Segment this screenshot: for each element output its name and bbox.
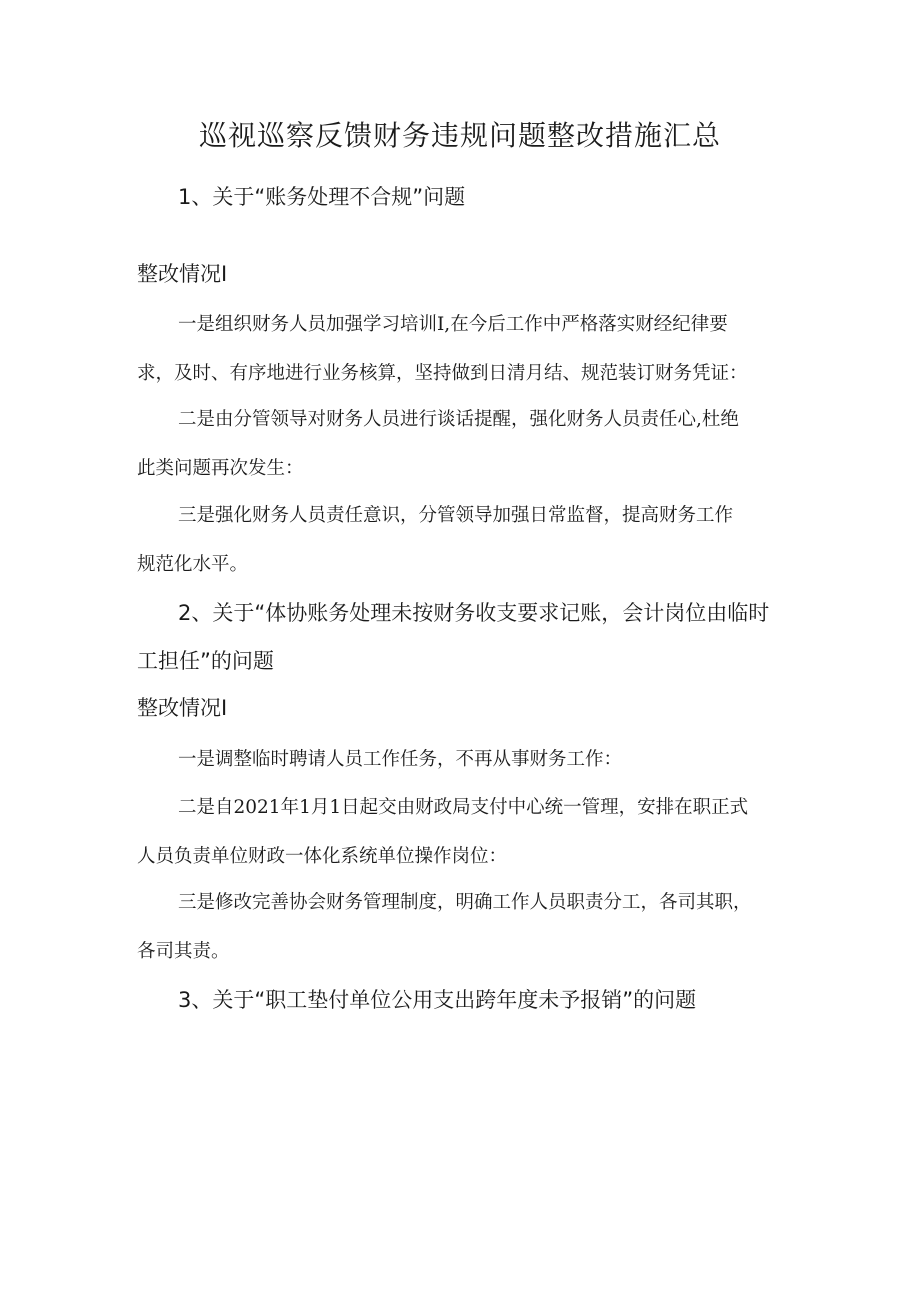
paragraph-line: 一是调整临时聘请人员工作任务，不再从事财务工作： <box>178 749 623 770</box>
section-1-item-3 <box>137 491 797 589</box>
section-1-heading: 1、关于“账务处理不合规”问题 <box>178 185 466 209</box>
section-1-label: 整改情况I <box>137 262 228 286</box>
paragraph-line: 三是修改完善协会财务管理制度，明确工作人员职责分工，各司其职， <box>178 892 752 913</box>
paragraph-line: 三是强化财务人员责任意识，分管领导加强日常监督，提高财务工作 <box>178 505 734 526</box>
document-title: 巡视巡察反馈财务违规问题整改措施汇总 <box>198 119 721 152</box>
section-2-label: 整改情况I <box>137 696 228 720</box>
paragraph-line: 一是组织财务人员加强学习培训I,在今后工作中严格落实财经纪律要 <box>178 314 728 335</box>
section-3-heading: 3、关于“职工垫付单位公用支出跨年度未予报销”的问题 <box>178 988 697 1012</box>
section-2-item-1 <box>137 735 797 784</box>
paragraph-line: 求，及时、有序地进行业务核算，坚持做到日清月结、规范装订财务凭证： <box>137 363 748 384</box>
section-1-item-1 <box>137 300 797 398</box>
section-2-item-3 <box>137 878 797 976</box>
paragraph-line: 人员负责单位财政一体化系统单位操作岗位： <box>137 846 508 867</box>
paragraph-line: 二是由分管领导对财务人员进行谈话提醒，强化财务人员责任心,杜绝 <box>178 409 739 430</box>
heading-line: 工担任”的问题 <box>137 649 274 673</box>
paragraph-line: 各司其责。 <box>137 941 230 962</box>
paragraph-line: 此类问题再次发生： <box>137 458 304 479</box>
section-1-item-2 <box>137 395 797 493</box>
paragraph-line: 二是自2021年1月1日起交由财政局支付中心统一管理，安排在职正式 <box>178 797 749 818</box>
paragraph-line: 规范化水平。 <box>137 554 249 575</box>
section-2-item-2 <box>137 783 797 881</box>
heading-line: 2、关于“体协账务处理未按财务收支要求记账，会计岗位由临时 <box>178 601 770 625</box>
section-2-heading <box>137 589 797 685</box>
